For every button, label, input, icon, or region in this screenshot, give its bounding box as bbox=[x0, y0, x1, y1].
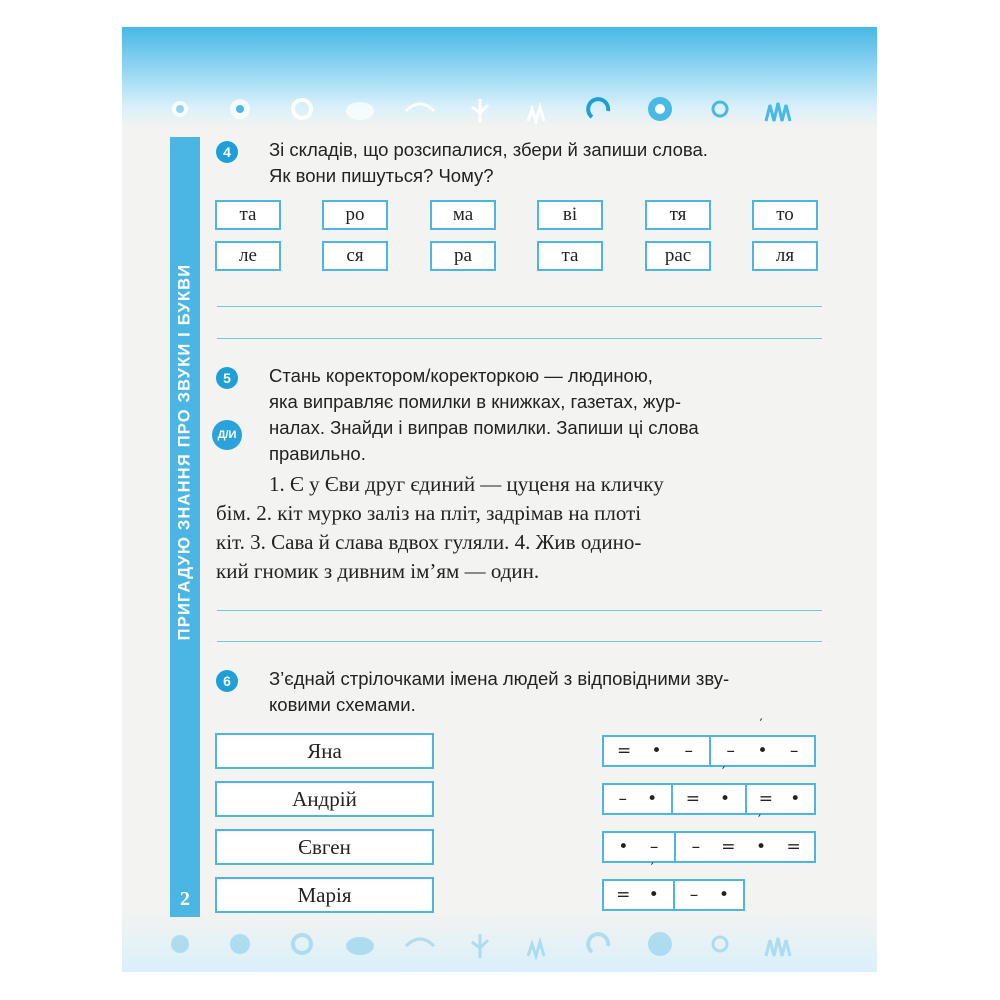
scheme-syllable bbox=[673, 785, 747, 813]
cloud-icon bbox=[342, 91, 378, 127]
writing-line[interactable] bbox=[217, 338, 822, 339]
task-5-line: Стань коректором/коректоркою — людиною, bbox=[269, 365, 653, 386]
bird-icon bbox=[402, 91, 438, 127]
scheme-symbol: • bbox=[647, 789, 658, 809]
exercise-line: кий гномик з дивним ім’ям — один. bbox=[216, 559, 540, 583]
writing-line[interactable] bbox=[217, 306, 822, 307]
exercise-line: 1. Є у Єви друг єдиний — цуценя на кличку bbox=[269, 472, 664, 496]
sound-scheme[interactable] bbox=[602, 783, 816, 815]
scheme-symbol: – bbox=[649, 837, 659, 857]
plant-icon bbox=[462, 926, 498, 962]
syllable-card: то bbox=[752, 200, 818, 230]
exercise-line: кіт. 3. Сава й слава вдвох гуляли. 4. Жив одино- bbox=[216, 530, 642, 554]
syllable-card: та bbox=[537, 241, 603, 271]
swirl-icon bbox=[582, 926, 618, 962]
sound-scheme[interactable] bbox=[602, 879, 745, 911]
flower-icon bbox=[162, 91, 198, 127]
scheme-symbol: – bbox=[684, 741, 694, 761]
scheme-symbol: = bbox=[786, 837, 801, 857]
scheme-symbol: – bbox=[689, 885, 699, 905]
scheme-syllable bbox=[604, 881, 675, 909]
scheme-symbol: – bbox=[726, 741, 736, 761]
syllable-card: та bbox=[215, 200, 281, 230]
task-5-line: правильно. bbox=[269, 443, 366, 464]
flower-icon bbox=[222, 91, 258, 127]
syllable-card: ро bbox=[322, 200, 388, 230]
workbook-page bbox=[122, 27, 877, 972]
flower-icon bbox=[222, 926, 258, 962]
syllable-card: ра bbox=[430, 241, 496, 271]
grass-icon bbox=[762, 926, 798, 962]
circle-icon bbox=[702, 926, 738, 962]
scheme-syllable bbox=[675, 881, 743, 909]
scheme-symbol: • bbox=[618, 837, 629, 857]
flower-icon bbox=[642, 91, 678, 127]
syllable-card: ві bbox=[537, 200, 603, 230]
scheme-symbol: • bbox=[651, 741, 662, 761]
scheme-syllable bbox=[676, 833, 814, 861]
writing-line[interactable] bbox=[217, 641, 822, 642]
cloud-icon bbox=[342, 926, 378, 962]
grass-icon bbox=[522, 926, 558, 962]
grass-icon bbox=[762, 91, 798, 127]
scheme-symbol: • bbox=[718, 885, 729, 905]
writing-line[interactable] bbox=[217, 610, 822, 611]
name-card-yevhen[interactable]: Євген bbox=[215, 829, 434, 865]
scheme-symbol: – bbox=[618, 789, 627, 809]
scheme-syllable bbox=[747, 785, 814, 813]
scheme-symbol: = bbox=[758, 789, 773, 809]
scheme-symbol: • ′ bbox=[716, 789, 734, 809]
flower-icon bbox=[642, 926, 678, 962]
page-number: 2 bbox=[180, 888, 190, 910]
scheme-symbol: • bbox=[790, 789, 801, 809]
sound-scheme[interactable] bbox=[602, 735, 816, 767]
didactic-game-badge: Д/И bbox=[212, 420, 242, 450]
footer-ornament bbox=[162, 924, 862, 964]
task-5-line: яка виправляє помилки в книжках, газетах, жур- bbox=[269, 391, 682, 412]
scheme-syllable bbox=[604, 737, 711, 765]
task-4-line: Як вони пишуться? Чому? bbox=[269, 165, 494, 186]
scheme-symbol: = bbox=[616, 885, 631, 905]
task-4-instructions bbox=[269, 137, 829, 189]
scheme-symbol: • ′ bbox=[753, 741, 771, 761]
name-card-yana[interactable]: Яна bbox=[215, 733, 434, 769]
task-6-line: З’єднай стрілочками імена людей з відповідними зву- bbox=[269, 668, 730, 689]
name-card-andrii[interactable]: Андрій bbox=[215, 781, 434, 817]
syllable-card: ля bbox=[752, 241, 818, 271]
scheme-symbol: – bbox=[789, 741, 799, 761]
snail-icon bbox=[282, 91, 318, 127]
task-5-exercise-text bbox=[216, 470, 822, 586]
syllable-card: ся bbox=[322, 241, 388, 271]
syllable-card: тя bbox=[645, 200, 711, 230]
bird-icon bbox=[402, 926, 438, 962]
scheme-symbol: = bbox=[685, 789, 701, 809]
task-6-line: ковими схемами. bbox=[269, 694, 416, 715]
scheme-symbol: = bbox=[721, 837, 736, 857]
task-4-line: Зі складів, що розсипалися, збери й запиши слова. bbox=[269, 139, 708, 160]
task-5-line: налах. Знайди і виправ помилки. Запиши ці слова bbox=[269, 417, 699, 438]
syllable-card: ле bbox=[215, 241, 281, 271]
grass-icon bbox=[522, 91, 558, 127]
exercise-line: бім. 2. кіт мурко заліз на пліт, задрімав на плоті bbox=[216, 501, 642, 525]
scheme-syllable bbox=[604, 785, 673, 813]
chapter-sidebar bbox=[170, 137, 200, 917]
task-5-instructions bbox=[269, 363, 829, 467]
scheme-syllable bbox=[604, 833, 676, 861]
swirl-icon bbox=[582, 91, 618, 127]
name-card-mariia[interactable]: Марія bbox=[215, 877, 434, 913]
header-ornament bbox=[162, 89, 862, 129]
scheme-syllable bbox=[711, 737, 814, 765]
scheme-symbol: = bbox=[617, 741, 632, 761]
sound-scheme[interactable] bbox=[602, 831, 816, 863]
circle-icon bbox=[702, 91, 738, 127]
chapter-title: ПРИГАДУЮ ЗНАННЯ ПРО ЗВУКИ І БУКВИ bbox=[175, 263, 194, 641]
snail-icon bbox=[282, 926, 318, 962]
plant-icon bbox=[462, 91, 498, 127]
task-6-instructions bbox=[269, 666, 829, 718]
scheme-symbol: • ′ bbox=[645, 885, 663, 905]
task-5-number: 5 bbox=[216, 367, 238, 389]
flower-icon bbox=[162, 926, 198, 962]
scheme-symbol: • ′ bbox=[752, 837, 770, 857]
syllable-card: рас bbox=[645, 241, 711, 271]
scheme-symbol: – bbox=[691, 837, 701, 857]
syllable-card: ма bbox=[430, 200, 496, 230]
task-4-number: 4 bbox=[216, 141, 238, 163]
task-6-number: 6 bbox=[216, 670, 238, 692]
